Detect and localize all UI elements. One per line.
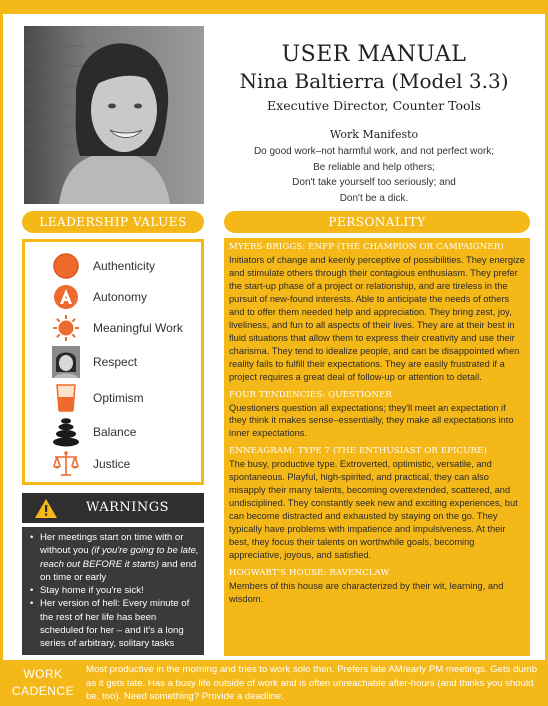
value-item-balance <box>51 418 136 446</box>
work-cadence-text: Most productive in the morning and tries to work solo then. Prefers late AM/early PM meetings. Gets dumb as it gets late. Has a busy life outside of work and is often unreachable after-hours (and thinks you should be, too). Need something? Provide a deadline. <box>86 664 538 702</box>
work-cadence-label-line: WORK <box>23 667 63 681</box>
value-item-authenticity <box>51 252 155 280</box>
leadership-values-list <box>22 239 204 485</box>
myers-briggs-text: Initiators of change and keenly perceptive of possibilities. They energize and stimulate others through their contagious enthusiasm. They prefer the start-up phase of a project or relationship, and are tireless in the pursuit of new-found interests. Able to anticipate the needs of others and to offer them needed help and appreciation. They bring zest, joy, liveliness, and fun to all aspects of their lives. They are at their best in fluid situations that allow them to express their creativity and use their charisma. They tend to idealize people, and can be disappointed when reality fails to fulfill their expectations. They are easily frustrated if a project requires a great deal of follow-up or attention to detail. <box>229 255 525 382</box>
stacked-stones-icon <box>51 417 81 447</box>
warning-item <box>30 584 200 597</box>
work-manifesto <box>214 128 534 206</box>
value-label: Optimism <box>93 391 144 405</box>
value-item-justice <box>51 450 130 478</box>
person-role: Executive Director, Counter Tools <box>267 98 481 113</box>
sun-icon <box>51 313 81 343</box>
top-accent-bar <box>0 0 548 14</box>
warning-item <box>30 531 200 584</box>
value-item-respect <box>51 348 137 376</box>
value-item-optimism <box>51 384 144 412</box>
value-label: Respect <box>93 355 138 369</box>
four-tendencies-heading: FOUR TENDENCIES: QUESTIONER <box>229 389 393 400</box>
person-name: Nina Baltierra (Model 3.3) <box>239 69 509 93</box>
work-cadence-bar <box>0 660 548 706</box>
manifesto-title: Work Manifesto <box>329 128 419 141</box>
document-title: USER MANUAL <box>281 42 467 67</box>
value-item-autonomy <box>51 283 147 311</box>
warnings-list <box>22 527 204 655</box>
left-accent-edge <box>0 0 3 706</box>
alphabet-a-badge-icon <box>51 282 81 312</box>
manifesto-line: Don't take yourself too seriously; and <box>292 177 456 188</box>
leadership-values-heading: LEADERSHIP VALUES <box>22 211 204 233</box>
warnings-title: WARNINGS <box>86 500 170 515</box>
enneagram-heading: ENNEAGRAM: TYPE 7 (THE ENTHUSIAST OR EPICURE) <box>229 446 487 457</box>
manifesto-line: Be reliable and help others; <box>313 161 435 173</box>
scales-icon <box>51 449 81 479</box>
value-label: Balance <box>93 425 137 439</box>
warning-text: Her meetings start on time with or without you <box>40 532 184 557</box>
manifesto-line: Don't be a dick. <box>339 192 409 204</box>
personality-panel <box>224 238 530 656</box>
manifesto-line: Do good work–not harmful work, and not perfect work; <box>253 146 495 157</box>
personality-heading: PERSONALITY <box>224 211 530 233</box>
enneagram-text: The busy, productive type. Extroverted, optimistic, versatile, and spontaneous. Playful, high-spirited, and practical, they can also misapply their many talents, becoming overextended, scattered, and undisciplined. They constantly seek new and exciting experiences, but can become distracted and exhausted by staying on the go. They typically have problems with impatience and impulsiveness. At their best, they focus their talents on worthwhile goals, becoming appreciative, joyous, and satisfied. <box>229 459 518 561</box>
value-label: Autonomy <box>93 290 148 304</box>
red-circle-icon <box>51 251 81 281</box>
hogwarts-house-text: Members of this house are characterized by their wit, learning, and wisdom. <box>229 581 504 604</box>
value-label: Meaningful Work <box>93 321 183 335</box>
value-label: Authenticity <box>93 259 156 273</box>
portrait-icon <box>51 347 81 377</box>
hogwarts-house-heading: HOGWART'S HOUSE: RAVENCLAW <box>229 568 390 579</box>
warning-triangle-icon <box>34 498 58 523</box>
four-tendencies-text: Questioners question all expectations; they'll meet an expectation if they think it makes sense–essentially, they make all expectations into inner expectations. <box>229 402 514 439</box>
warning-text: and end on time or early <box>40 558 197 583</box>
value-item-meaningful-work <box>51 314 183 342</box>
header <box>214 42 534 116</box>
warning-item <box>30 597 200 650</box>
glass-half-full-icon <box>51 383 81 413</box>
value-label: Justice <box>93 457 131 471</box>
warning-text: Stay home if you're sick! <box>40 585 144 597</box>
profile-photo <box>24 26 204 204</box>
work-cadence-label <box>8 666 78 700</box>
myers-briggs-heading: MYERS-BRIGGS: ENFP (THE CHAMPION OR CAMPAIGNER) <box>229 242 504 252</box>
warnings-heading-bar <box>22 493 204 523</box>
warning-emphasis: (if you're going to be late, reach out BEFORE it starts) <box>40 545 199 570</box>
warning-text: Her version of hell: Every minute of the rest of her life has been scheduled for her – and it's a long series of arbitrary, solitary tasks <box>40 598 190 650</box>
work-cadence-label-line: CADENCE <box>11 684 75 698</box>
